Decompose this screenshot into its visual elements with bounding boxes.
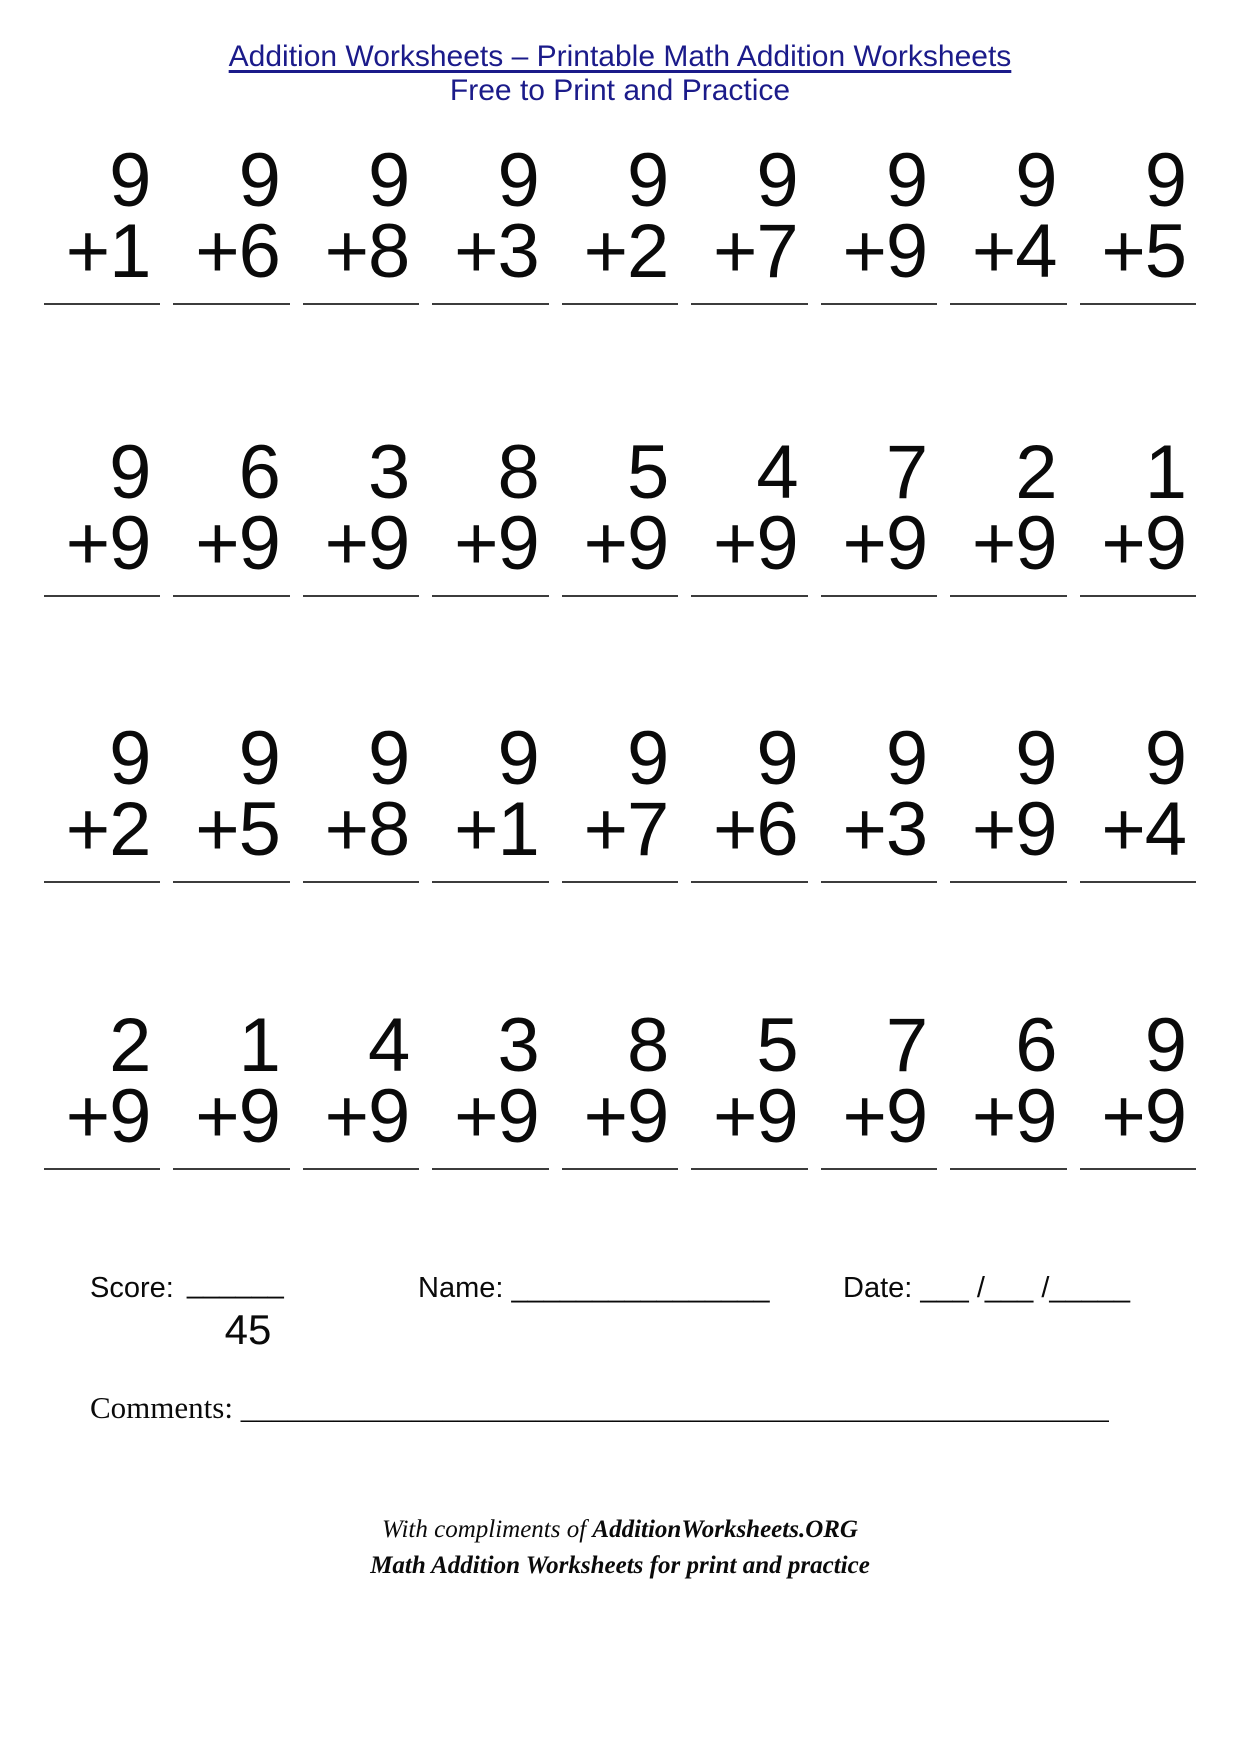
bottom-addend: +9 bbox=[324, 1073, 410, 1159]
problem-cell bbox=[562, 138, 678, 305]
answer-line bbox=[691, 881, 807, 883]
answer-line bbox=[303, 1168, 419, 1170]
top-addend: 9 bbox=[756, 138, 798, 223]
page-title bbox=[0, 40, 1240, 108]
top-addend: 9 bbox=[368, 138, 410, 223]
top-addend: 9 bbox=[1144, 138, 1186, 223]
problem-cell bbox=[173, 138, 289, 305]
score-label: Score: bbox=[90, 1272, 174, 1304]
score-value: 45 bbox=[224, 1306, 272, 1353]
bottom-addend: +6 bbox=[195, 208, 280, 294]
credits-brand: AdditionWorksheets.ORG bbox=[592, 1516, 858, 1543]
top-addend: 9 bbox=[1144, 1003, 1186, 1088]
answer-line bbox=[1080, 1168, 1196, 1170]
bottom-addend: +9 bbox=[971, 786, 1057, 872]
bottom-addend: +9 bbox=[842, 208, 928, 294]
problem-cell bbox=[950, 138, 1066, 305]
answer-line bbox=[303, 303, 419, 305]
answer-line bbox=[432, 303, 548, 305]
problem-cell bbox=[432, 1003, 548, 1170]
top-addend: 5 bbox=[756, 1003, 798, 1088]
problem-cell bbox=[562, 716, 678, 883]
answer-line bbox=[950, 1168, 1066, 1170]
top-addend: 9 bbox=[626, 716, 669, 801]
problem-cell bbox=[821, 716, 937, 883]
problem-cell bbox=[950, 1003, 1066, 1170]
problem-cell bbox=[303, 430, 419, 597]
problems-row-3 bbox=[44, 716, 1196, 883]
bottom-addend: +8 bbox=[324, 208, 410, 294]
problems-row-1 bbox=[44, 138, 1196, 305]
bottom-addend: +9 bbox=[454, 500, 539, 586]
comments-blank: ________________________________________________________ bbox=[240, 1390, 1109, 1425]
problem-cell bbox=[562, 1003, 678, 1170]
comments-label: Comments: bbox=[90, 1390, 233, 1425]
bottom-addend: +5 bbox=[195, 786, 280, 872]
top-addend: 9 bbox=[368, 716, 410, 801]
top-addend: 7 bbox=[885, 430, 928, 515]
name-blank: ________________ bbox=[511, 1272, 770, 1304]
answer-line bbox=[562, 1168, 678, 1170]
answer-line bbox=[432, 1168, 548, 1170]
top-addend: 2 bbox=[109, 1003, 151, 1088]
problem-cell bbox=[303, 716, 419, 883]
top-addend: 9 bbox=[109, 138, 151, 223]
problems-row-2 bbox=[44, 430, 1196, 597]
date-label: Date: bbox=[843, 1272, 913, 1304]
top-addend: 9 bbox=[885, 138, 928, 223]
bottom-addend: +9 bbox=[195, 1073, 280, 1159]
bottom-addend: +9 bbox=[971, 1073, 1057, 1159]
top-addend: 6 bbox=[1015, 1003, 1057, 1088]
answer-line bbox=[44, 1168, 160, 1170]
bottom-addend: +6 bbox=[713, 786, 798, 872]
answer-line bbox=[303, 595, 419, 597]
credits-prefix: With compliments of bbox=[382, 1516, 593, 1543]
answer-line bbox=[432, 881, 548, 883]
name-field bbox=[418, 1272, 770, 1305]
problem-cell bbox=[303, 1003, 419, 1170]
answer-line bbox=[44, 303, 160, 305]
top-addend: 5 bbox=[626, 430, 669, 515]
top-addend: 9 bbox=[1015, 138, 1057, 223]
answer-line bbox=[44, 595, 160, 597]
answer-line bbox=[173, 595, 289, 597]
top-addend: 4 bbox=[368, 1003, 410, 1088]
problem-cell bbox=[1080, 1003, 1196, 1170]
bottom-addend: +9 bbox=[65, 1073, 151, 1159]
problem-cell bbox=[173, 430, 289, 597]
answer-line bbox=[821, 303, 937, 305]
answer-line bbox=[303, 881, 419, 883]
problem-cell bbox=[562, 430, 678, 597]
top-addend: 3 bbox=[497, 1003, 539, 1088]
bottom-addend: +5 bbox=[1101, 208, 1186, 294]
problem-cell bbox=[44, 138, 160, 305]
answer-line bbox=[44, 881, 160, 883]
problem-cell bbox=[1080, 138, 1196, 305]
name-label: Name: bbox=[418, 1272, 504, 1304]
problem-cell bbox=[303, 138, 419, 305]
problem-cell bbox=[950, 430, 1066, 597]
answer-line bbox=[691, 303, 807, 305]
top-addend: 9 bbox=[756, 716, 798, 801]
answer-line bbox=[1080, 881, 1196, 883]
bottom-addend: +9 bbox=[583, 500, 669, 586]
date-field bbox=[843, 1272, 1130, 1305]
bottom-addend: +2 bbox=[583, 208, 669, 294]
bottom-addend: +4 bbox=[971, 208, 1057, 294]
top-addend: 9 bbox=[626, 138, 669, 223]
answer-line bbox=[821, 595, 937, 597]
answer-line bbox=[1080, 595, 1196, 597]
answer-line bbox=[821, 1168, 937, 1170]
bottom-addend: +3 bbox=[454, 208, 539, 294]
bottom-addend: +9 bbox=[842, 500, 928, 586]
problem-cell bbox=[691, 1003, 807, 1170]
top-addend: 9 bbox=[238, 716, 280, 801]
title-link[interactable]: Addition Worksheets – Printable Math Addition Worksheets bbox=[228, 40, 1012, 73]
answer-line bbox=[173, 1168, 289, 1170]
top-addend: 9 bbox=[238, 138, 280, 223]
credits-line-1 bbox=[0, 1516, 1240, 1544]
credits-line-2: Math Addition Worksheets for print and practice bbox=[370, 1552, 870, 1579]
answer-line bbox=[821, 881, 937, 883]
bottom-addend: +9 bbox=[713, 500, 798, 586]
problem-cell bbox=[950, 716, 1066, 883]
problem-cell bbox=[691, 138, 807, 305]
top-addend: 9 bbox=[497, 716, 539, 801]
answer-line bbox=[691, 595, 807, 597]
bottom-addend: +1 bbox=[454, 786, 539, 872]
bottom-addend: +8 bbox=[324, 786, 410, 872]
bottom-addend: +9 bbox=[971, 500, 1057, 586]
bottom-addend: +9 bbox=[1101, 500, 1186, 586]
problem-cell bbox=[1080, 716, 1196, 883]
top-addend: 3 bbox=[368, 430, 410, 515]
top-addend: 7 bbox=[885, 1003, 928, 1088]
bottom-addend: +9 bbox=[454, 1073, 539, 1159]
date-blank: ___ /___ /_____ bbox=[920, 1272, 1131, 1304]
bottom-addend: +9 bbox=[65, 500, 151, 586]
answer-line bbox=[950, 303, 1066, 305]
problem-cell bbox=[691, 716, 807, 883]
answer-line bbox=[432, 595, 548, 597]
top-addend: 4 bbox=[756, 430, 798, 515]
problem-cell bbox=[432, 138, 548, 305]
answer-line bbox=[950, 595, 1066, 597]
bottom-addend: +9 bbox=[324, 500, 410, 586]
comments-field bbox=[90, 1390, 1109, 1426]
top-addend: 1 bbox=[1144, 430, 1186, 515]
bottom-addend: +9 bbox=[195, 500, 280, 586]
top-addend: 9 bbox=[109, 430, 151, 515]
bottom-addend: +9 bbox=[583, 1073, 669, 1159]
bottom-addend: +9 bbox=[713, 1073, 798, 1159]
top-addend: 9 bbox=[885, 716, 928, 801]
problem-cell bbox=[173, 716, 289, 883]
top-addend: 8 bbox=[497, 430, 539, 515]
answer-line bbox=[950, 881, 1066, 883]
top-addend: 9 bbox=[497, 138, 539, 223]
title-subtitle: Free to Print and Practice bbox=[449, 74, 791, 107]
answer-line bbox=[1080, 303, 1196, 305]
answer-line bbox=[173, 303, 289, 305]
bottom-addend: +4 bbox=[1101, 786, 1186, 872]
answer-line bbox=[691, 1168, 807, 1170]
top-addend: 6 bbox=[238, 430, 280, 515]
answer-line bbox=[562, 595, 678, 597]
problem-cell bbox=[821, 1003, 937, 1170]
answer-line bbox=[562, 303, 678, 305]
top-addend: 2 bbox=[1015, 430, 1057, 515]
problem-cell bbox=[691, 430, 807, 597]
top-addend: 9 bbox=[109, 716, 151, 801]
top-addend: 9 bbox=[1015, 716, 1057, 801]
answer-line bbox=[562, 881, 678, 883]
bottom-addend: +2 bbox=[65, 786, 151, 872]
problem-cell bbox=[44, 716, 160, 883]
top-addend: 9 bbox=[1144, 716, 1186, 801]
problem-cell bbox=[44, 430, 160, 597]
bottom-addend: +1 bbox=[65, 208, 151, 294]
score-blank: ______ bbox=[187, 1268, 284, 1300]
problem-cell bbox=[44, 1003, 160, 1170]
bottom-addend: +9 bbox=[1101, 1073, 1186, 1159]
top-addend: 1 bbox=[238, 1003, 280, 1088]
problem-cell bbox=[821, 430, 937, 597]
problems-row-4 bbox=[44, 1003, 1196, 1170]
problem-cell bbox=[1080, 430, 1196, 597]
bottom-addend: +7 bbox=[583, 786, 669, 872]
bottom-addend: +3 bbox=[842, 786, 928, 872]
top-addend: 8 bbox=[626, 1003, 669, 1088]
bottom-addend: +7 bbox=[713, 208, 798, 294]
answer-line bbox=[173, 881, 289, 883]
problem-cell bbox=[173, 1003, 289, 1170]
problem-cell bbox=[821, 138, 937, 305]
bottom-addend: +9 bbox=[842, 1073, 928, 1159]
problem-cell bbox=[432, 430, 548, 597]
problem-cell bbox=[432, 716, 548, 883]
